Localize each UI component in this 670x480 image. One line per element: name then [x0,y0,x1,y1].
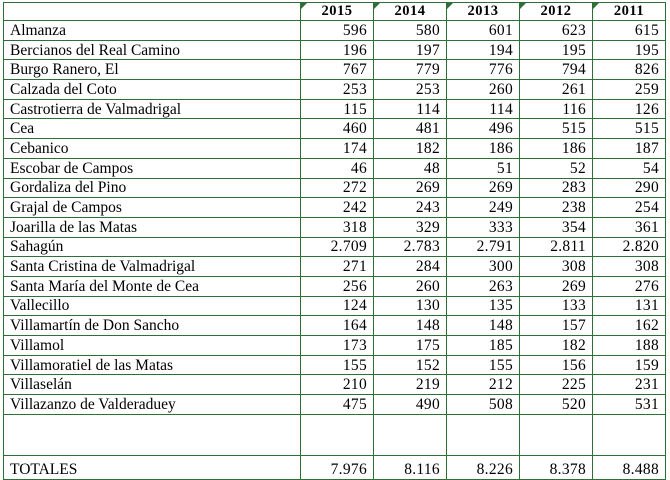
population-value: 249 [447,198,520,218]
population-value: 242 [301,198,374,218]
header-row [4,3,666,21]
spacer-cell [520,414,593,455]
corner-mark [447,3,453,9]
corner-mark [593,3,599,9]
population-value: 271 [301,257,374,277]
population-value: 2.820 [593,237,666,257]
header-blank-cell [4,3,301,21]
population-value: 188 [593,336,666,356]
population-value: 475 [301,395,374,415]
table-row [4,237,666,257]
municipality-name: Cea [4,119,301,139]
population-value: 225 [520,375,593,395]
population-value: 290 [593,178,666,198]
table-header [4,3,666,21]
population-value: 46 [301,158,374,178]
table-row [4,276,666,296]
population-value: 231 [593,375,666,395]
population-value: 826 [593,60,666,80]
population-value: 195 [520,40,593,60]
population-value: 114 [447,99,520,119]
population-value: 116 [520,99,593,119]
population-value: 767 [301,60,374,80]
population-value: 2.783 [374,237,447,257]
population-value: 508 [447,395,520,415]
municipality-name: Villamoratiel de las Matas [4,355,301,375]
population-value: 623 [520,21,593,41]
population-value: 148 [374,316,447,336]
spacer-cell [593,414,666,455]
table-row [4,395,666,415]
year-header-2015 [301,3,374,21]
population-value: 615 [593,21,666,41]
table-body [4,21,666,480]
population-value: 155 [447,355,520,375]
table-row [4,296,666,316]
spacer-cell [447,414,520,455]
spacer-row [4,414,666,455]
population-value: 131 [593,296,666,316]
municipality-name: Joarilla de las Matas [4,217,301,237]
spacer-cell [301,414,374,455]
population-value: 159 [593,355,666,375]
table-row [4,99,666,119]
population-value: 318 [301,217,374,237]
population-value: 269 [520,276,593,296]
municipality-name: Villamol [4,336,301,356]
totals-label: TOTALES [4,455,301,479]
year-label: 2015 [321,3,353,19]
municipality-name: Grajal de Campos [4,198,301,218]
population-value: 219 [374,375,447,395]
spacer-cell [374,414,447,455]
year-label: 2014 [394,3,426,19]
municipality-name: Gordaliza del Pino [4,178,301,198]
table-row [4,355,666,375]
population-value: 329 [374,217,447,237]
table-row [4,217,666,237]
population-value: 460 [301,119,374,139]
population-value: 596 [301,21,374,41]
population-value: 284 [374,257,447,277]
year-header-2012 [520,3,593,21]
municipality-name: Vallecillo [4,296,301,316]
table-row [4,316,666,336]
population-value: 256 [301,276,374,296]
population-value: 126 [593,99,666,119]
population-value: 186 [520,139,593,159]
population-value: 148 [447,316,520,336]
population-value: 155 [301,355,374,375]
population-value: 173 [301,336,374,356]
population-value: 124 [301,296,374,316]
population-value: 182 [520,336,593,356]
population-value: 276 [593,276,666,296]
population-value: 135 [447,296,520,316]
year-label: 2013 [467,3,499,19]
population-value: 2.791 [447,237,520,257]
total-value: 8.226 [447,455,520,479]
year-header-2011 [593,3,666,21]
population-value: 156 [520,355,593,375]
population-value: 779 [374,60,447,80]
population-value: 260 [447,80,520,100]
population-value: 308 [593,257,666,277]
population-value: 254 [593,198,666,218]
population-value: 2.811 [520,237,593,257]
totals-row [4,455,666,479]
municipality-name: Sahagún [4,237,301,257]
municipality-name: Almanza [4,21,301,41]
population-value: 51 [447,158,520,178]
year-label: 2012 [540,3,572,19]
population-value: 490 [374,395,447,415]
total-value: 7.976 [301,455,374,479]
population-value: 515 [520,119,593,139]
corner-mark [301,3,307,9]
table-row [4,119,666,139]
population-value: 2.709 [301,237,374,257]
table-row [4,80,666,100]
population-value: 333 [447,217,520,237]
population-value: 54 [593,158,666,178]
table-row [4,21,666,41]
year-header-2014 [374,3,447,21]
municipality-name: Escobar de Campos [4,158,301,178]
total-value: 8.378 [520,455,593,479]
population-value: 164 [301,316,374,336]
population-value: 260 [374,276,447,296]
population-value: 152 [374,355,447,375]
population-value: 253 [374,80,447,100]
year-header-2013 [447,3,520,21]
table-row [4,257,666,277]
municipality-name: Castrotierra de Valmadrigal [4,99,301,119]
municipality-name: Villamartín de Don Sancho [4,316,301,336]
table-row [4,158,666,178]
population-value: 182 [374,139,447,159]
population-value: 175 [374,336,447,356]
population-value: 48 [374,158,447,178]
population-value: 210 [301,375,374,395]
table-row [4,178,666,198]
population-value: 253 [301,80,374,100]
population-value: 515 [593,119,666,139]
population-value: 157 [520,316,593,336]
population-value: 114 [374,99,447,119]
population-value: 243 [374,198,447,218]
population-value: 52 [520,158,593,178]
population-value: 174 [301,139,374,159]
population-value: 354 [520,217,593,237]
municipality-name: Villaselán [4,375,301,395]
population-value: 361 [593,217,666,237]
population-value: 115 [301,99,374,119]
population-value: 259 [593,80,666,100]
table-row [4,40,666,60]
population-value: 283 [520,178,593,198]
corner-mark [520,3,526,9]
population-value: 496 [447,119,520,139]
population-value: 580 [374,21,447,41]
population-value: 601 [447,21,520,41]
population-value: 520 [520,395,593,415]
municipality-name: Burgo Ranero, El [4,60,301,80]
population-value: 261 [520,80,593,100]
population-value: 481 [374,119,447,139]
population-value: 197 [374,40,447,60]
table-row [4,139,666,159]
municipality-name: Villazanzo de Valderaduey [4,395,301,415]
municipality-name: Calzada del Coto [4,80,301,100]
municipality-name: Santa Cristina de Valmadrigal [4,257,301,277]
population-value: 130 [374,296,447,316]
population-value: 195 [593,40,666,60]
spacer-cell [4,414,301,455]
municipality-name: Cebanico [4,139,301,159]
population-value: 776 [447,60,520,80]
population-table [3,2,666,480]
population-value: 194 [447,40,520,60]
municipality-name: Bercianos del Real Camino [4,40,301,60]
population-value: 300 [447,257,520,277]
population-value: 531 [593,395,666,415]
table-row [4,336,666,356]
population-value: 187 [593,139,666,159]
population-value: 272 [301,178,374,198]
population-value: 238 [520,198,593,218]
total-value: 8.116 [374,455,447,479]
population-value: 133 [520,296,593,316]
table-row [4,198,666,218]
population-value: 269 [447,178,520,198]
population-value: 196 [301,40,374,60]
population-value: 162 [593,316,666,336]
population-value: 269 [374,178,447,198]
population-value: 185 [447,336,520,356]
population-value: 308 [520,257,593,277]
population-value: 263 [447,276,520,296]
table-row [4,60,666,80]
corner-mark [374,3,380,9]
population-value: 186 [447,139,520,159]
year-label: 2011 [613,3,645,19]
population-value: 794 [520,60,593,80]
total-value: 8.488 [593,455,666,479]
population-value: 212 [447,375,520,395]
municipality-name: Santa María del Monte de Cea [4,276,301,296]
table-row [4,375,666,395]
